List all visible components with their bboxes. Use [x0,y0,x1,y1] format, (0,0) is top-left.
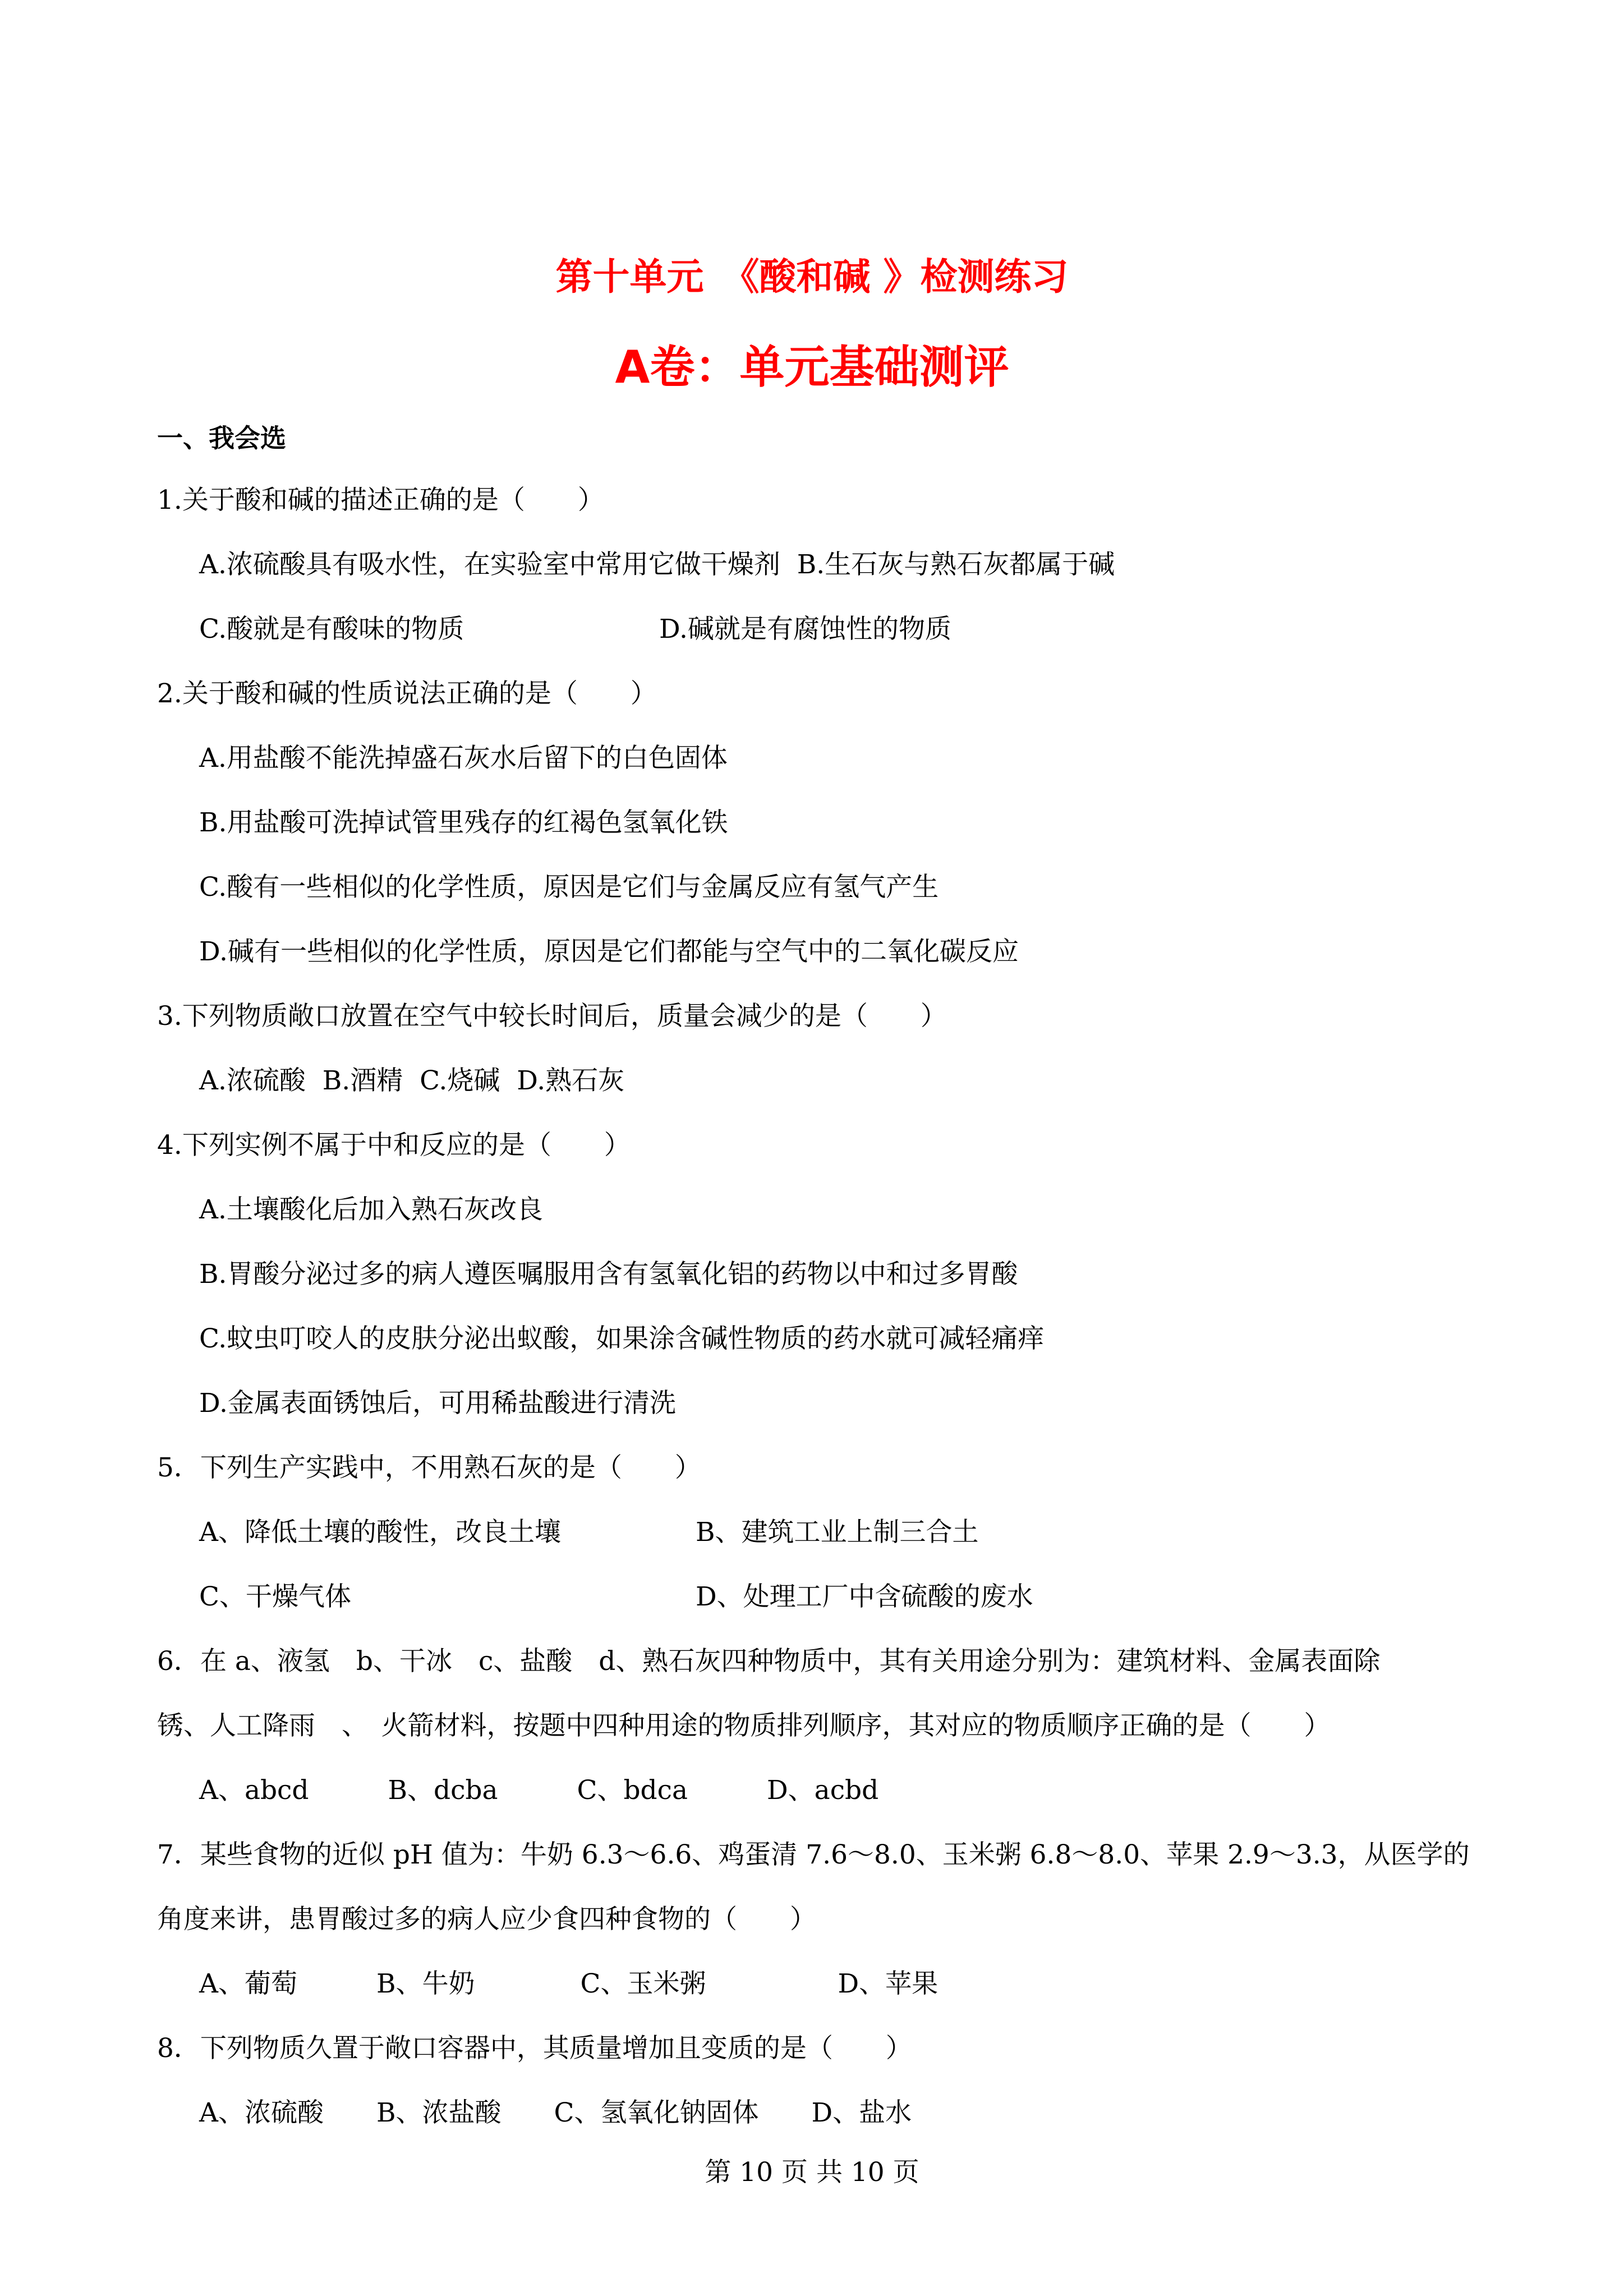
question-7-stem-line2: 角度来讲，患胃酸过多的病人应少食四种食物的（ ） [157,1904,816,1935]
question-8-stem: 8．下列物质久置于敞口容器中，其质量增加且变质的是（ ） [157,2033,912,2064]
question-2-stem: 2.关于酸和碱的性质说法正确的是（ ） [157,678,657,709]
question-6-stem-line1: 6．在 a、液氢 b、干冰 c、盐酸 d、熟石灰四种物质中，其有关用途分别为：建筑材料、金属表面除 [157,1646,1381,1677]
question-5-stem: 5．下列生产实践中，不用熟石灰的是（ ） [157,1452,701,1483]
page-footer: 第 10 页 共 10 页 [705,2157,919,2188]
question-6-options: A、abcd B、dcba C、bdca D、acbd [199,1775,879,1806]
document-subtitle: A卷：单元基础测评 [615,341,1009,393]
question-5-option-c: C、干燥气体 [199,1581,351,1612]
question-5-option-a: A、降低土壤的酸性，改良土壤 [199,1517,561,1548]
question-8-options: A、浓硫酸 B、浓盐酸 C、氢氧化钠固体 D、盐水 [199,2097,912,2128]
question-2-option-b: B.用盐酸可洗掉试管里残存的红褐色氢氧化铁 [199,807,728,838]
question-4-option-a: A.土壤酸化后加入熟石灰改良 [199,1194,543,1225]
question-1-stem: 1.关于酸和碱的描述正确的是（ ） [157,485,604,516]
question-4-stem: 4.下列实例不属于中和反应的是（ ） [157,1130,631,1161]
question-3-options: A.浓硫酸 B.酒精 C.烧碱 D.熟石灰 [199,1065,625,1096]
question-4-option-d: D.金属表面锈蚀后，可用稀盐酸进行清洗 [199,1388,676,1419]
question-1-option-c: C.酸就是有酸味的物质 [199,614,464,645]
question-1-options-ab: A.浓硫酸具有吸水性，在实验室中常用它做干燥剂 B.生石灰与熟石灰都属于碱 [199,549,1115,580]
question-5-option-d: D、处理工厂中含硫酸的废水 [696,1581,1033,1612]
section-heading: 一、我会选 [157,423,286,453]
question-6-stem-line2: 锈、人工降雨 、 火箭材料，按题中四种用途的物质排列顺序，其对应的物质顺序正确的是（ ） [157,1710,1331,1741]
question-7-stem-line1: 7．某些食物的近似 pH 值为：牛奶 6.3～6.6、鸡蛋清 7.6～8.0、玉米粥 6.8～8.0、苹果 2.9～3.3，从医学的 [157,1839,1470,1870]
question-4-option-b: B.胃酸分泌过多的病人遵医嘱服用含有氢氧化铝的药物以中和过多胃酸 [199,1259,1018,1290]
document-title: 第十单元 《酸和碱 》检测练习 [555,255,1069,298]
question-3-stem: 3.下列物质敞口放置在空气中较长时间后，质量会减少的是（ ） [157,1001,947,1032]
question-2-option-d: D.碱有一些相似的化学性质，原因是它们都能与空气中的二氧化碳反应 [199,936,1019,967]
question-5-option-b: B、建筑工业上制三合土 [696,1517,979,1548]
question-7-options: A、葡萄 B、牛奶 C、玉米粥 D、苹果 [199,1968,938,1999]
question-2-option-a: A.用盐酸不能洗掉盛石灰水后留下的白色固体 [199,743,728,774]
question-4-option-c: C.蚊虫叮咬人的皮肤分泌出蚁酸，如果涂含碱性物质的药水就可减轻痛痒 [199,1323,1045,1354]
question-2-option-c: C.酸有一些相似的化学性质，原因是它们与金属反应有氢气产生 [199,872,939,903]
question-1-option-d: D.碱就是有腐蚀性的物质 [659,614,951,645]
